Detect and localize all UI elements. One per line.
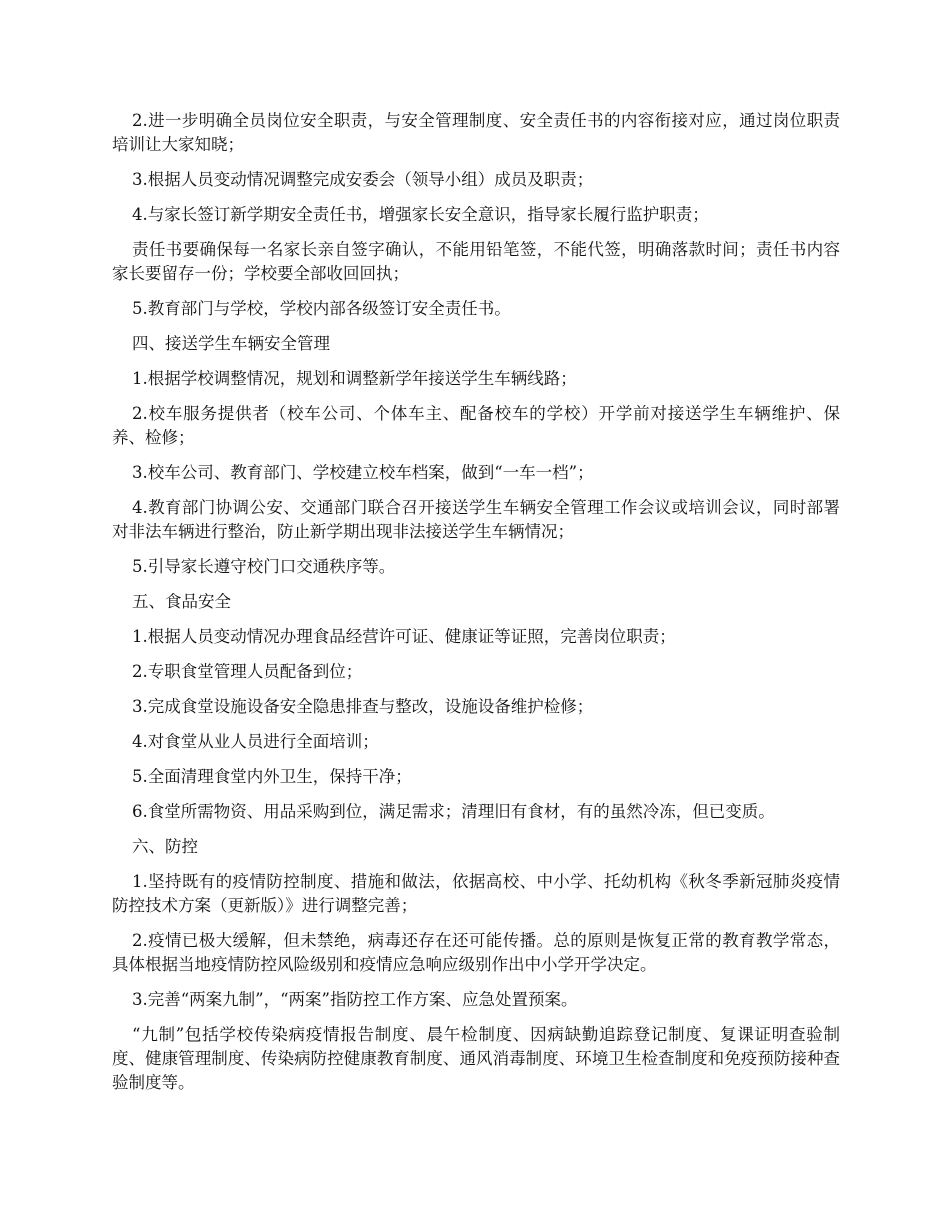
section-heading-vehicles: 四、接送学生车辆安全管理 (132, 334, 330, 353)
paragraph-prevention-plan: 1.坚持既有的疫情防控制度、措施和做法，依据高校、中小学、托幼机构《秋冬季新冠肺炎疫情防控技术方案（更新版）》进行调整完善； (112, 872, 840, 915)
paragraph-canteen-hazards: 3.完成食堂设施设备安全隐患排查与整改，设施设备维护检修； (132, 697, 594, 716)
paragraph-sign-responsibility: 5.教育部门与学校，学校内部各级签订安全责任书。 (132, 299, 511, 318)
paragraph-safety-committee: 3.根据人员变动情况调整完成安委会（领导小组）成员及职责； (132, 170, 594, 189)
paragraph-traffic-order: 5.引导家长遵守校门口交通秩序等。 (132, 557, 396, 576)
paragraph-food-license: 1.根据人员变动情况办理食品经营许可证、健康证等证照，完善岗位职责； (132, 627, 676, 646)
paragraph-epidemic-status: 2.疫情已极大缓解，但未禁绝，病毒还存在还可能传播。总的原则是恢复正常的教育教学常态，具体根据当地疫情防控风险级别和疫情应急响应级别作出中小学开学决定。 (112, 931, 840, 974)
paragraph-two-plans: 3.完善“两案九制”，“两案”指防控工作方案、应急处置预案。 (132, 990, 578, 1009)
paragraph-vehicle-maintenance: 2.校车服务提供者（校车公司、个体车主、配备校车的学校）开学前对接送学生车辆维护、保养、检修； (112, 404, 840, 447)
paragraph-nine-systems: “九制”包括学校传染病疫情报告制度、晨午检制度、因病缺勤追踪登记制度、复课证明查验制度、健康管理制度、传染病防控健康教育制度、通风消毒制度、环境卫生检查制度和免疫预防接种查验制度等。 (112, 1025, 840, 1092)
paragraph-canteen-supplies: 6.食堂所需物资、用品采购到位，满足需求；清理旧有食材，有的虽然冷冻，但已变质。 (132, 802, 775, 821)
paragraph-canteen-hygiene: 5.全面清理食堂内外卫生，保持干净； (132, 767, 412, 786)
paragraph-canteen-training: 4.对食堂从业人员进行全面培训； (132, 732, 379, 751)
paragraph-vehicle-meeting: 4.教育部门协调公安、交通部门联合召开接送学生车辆安全管理工作会议或培训会议，同时部署对非法车辆进行整治，防止新学期出现非法接送学生车辆情况； (112, 498, 840, 541)
section-heading-prevention: 六、防控 (132, 837, 198, 856)
document-body (112, 109, 840, 1106)
paragraph-duties-training: 2.进一步明确全员岗位安全职责，与安全管理制度、安全责任书的内容衔接对应，通过岗位职责培训让大家知晓； (112, 111, 840, 154)
paragraph-vehicle-routes: 1.根据学校调整情况，规划和调整新学年接送学生车辆线路； (132, 369, 577, 388)
paragraph-signature-rules: 责任书要确保每一名家长亲自签字确认，不能用铅笔签，不能代签，明确落款时间；责任书内容家长要留存一份；学校要全部收回回执； (112, 240, 840, 283)
section-heading-food: 五、食品安全 (132, 592, 231, 611)
paragraph-canteen-staff: 2.专职食堂管理人员配备到位； (132, 662, 363, 681)
paragraph-parent-responsibility: 4.与家长签订新学期安全责任书，增强家长安全意识，指导家长履行监护职责； (132, 205, 709, 224)
paragraph-vehicle-archive: 3.校车公司、教育部门、学校建立校车档案，做到“一车一档”； (132, 463, 594, 482)
